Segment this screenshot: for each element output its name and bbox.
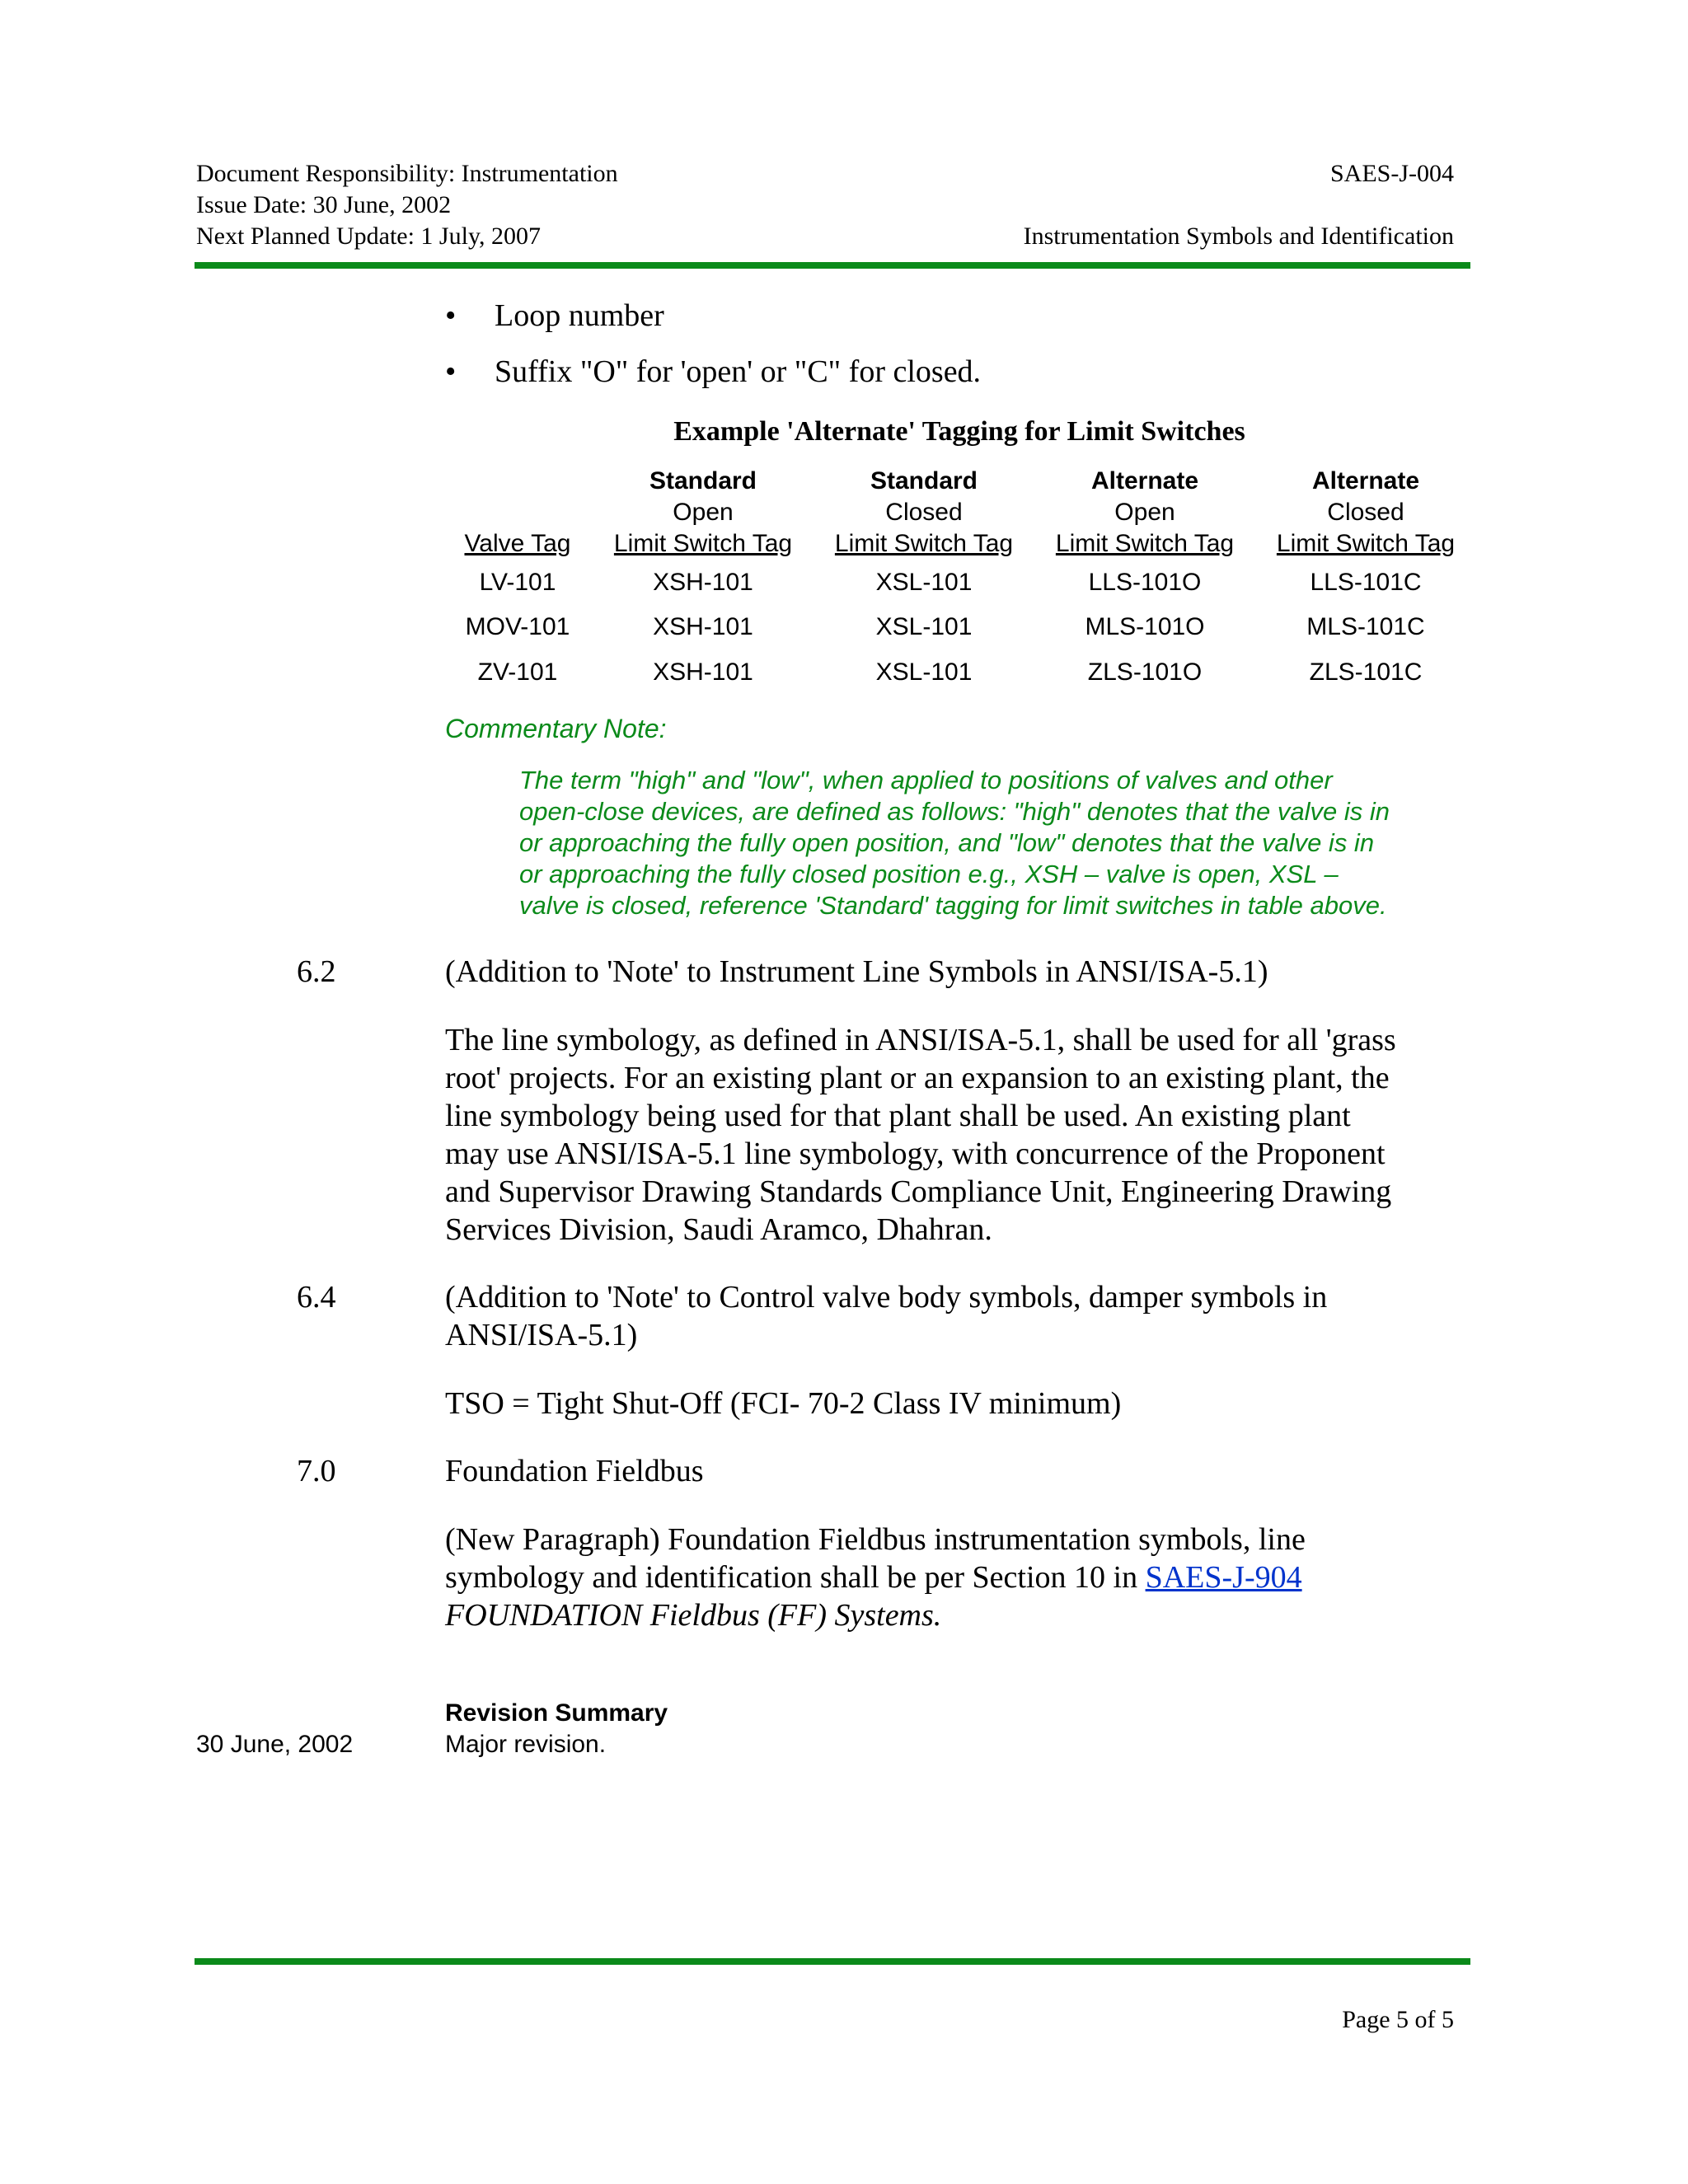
bullet-icon: •	[445, 354, 457, 389]
saes-j-904-link[interactable]: SAES-J-904	[1145, 1560, 1302, 1595]
doc-number: SAES-J-004	[1329, 160, 1454, 187]
table-title: Example 'Alternate' Tagging for Limit Switches	[673, 416, 1245, 447]
page-number: Page 5 of 5	[1342, 2006, 1454, 2033]
revision-summary-title: Revision Summary	[445, 1699, 668, 1727]
next-planned-update: Next Planned Update: 1 July, 2007	[196, 223, 541, 250]
table-col-alternate-open: Alternate Open Limit Switch Tag	[1055, 467, 1235, 557]
bullet-item: • Suffix "O" for 'open' or "C" for closed.	[445, 354, 982, 389]
table-col-standard-closed: Standard Closed Limit Switch Tag	[834, 467, 1014, 557]
table-row: LV-101 XSH-101 XSL-101 LLS-101O LLS-101C	[479, 569, 1422, 596]
section-number-6-4: 6.4	[297, 1280, 336, 1315]
section-body-6-4: TSO = Tight Shut-Off (FCI- 70-2 Class IV minimum)	[445, 1386, 1122, 1421]
section-body-7-0: (New Paragraph) Foundation Fieldbus instrumentation symbols, line symbology and identification shall be per Section 10 in SAES-J-904 FOUNDATION Fieldbus (FF) Systems.	[445, 1522, 1306, 1633]
commentary-label: Commentary Note:	[445, 714, 667, 743]
section-heading-6-4: (Addition to 'Note' to Control valve body symbols, damper symbols in ANSI/ISA-5.1)	[445, 1280, 1328, 1352]
revision-text: Major revision.	[445, 1731, 607, 1758]
doc-responsibility: Document Responsibility: Instrumentation	[196, 160, 618, 187]
section-heading-7-0: Foundation Fieldbus	[445, 1454, 704, 1488]
table-col-valve-tag: Valve Tag	[464, 530, 571, 557]
section-number-6-2: 6.2	[297, 954, 336, 989]
header-rule	[195, 262, 1470, 269]
bullet-icon: •	[445, 298, 457, 333]
section-number-7-0: 7.0	[297, 1454, 336, 1488]
bullet-item: • Loop number	[445, 298, 664, 333]
table-col-alternate-closed: Alternate Closed Limit Switch Tag	[1276, 467, 1456, 557]
commentary-note: The term "high" and "low", when applied to positions of valves and other open-close devices, are defined as follows: "high" denotes that the valve is in or approaching the fully open position, and "low" denotes that the valve is in or approaching the fully closed position e.g., XSH – valve is open, XSL – valve is closed, reference 'Standard' tagging for limit switches in table above.	[519, 766, 1390, 920]
issue-date: Issue Date: 30 June, 2002	[196, 191, 452, 218]
footer-rule	[195, 1958, 1470, 1965]
table-row: ZV-101 XSH-101 XSL-101 ZLS-101O ZLS-101C	[477, 658, 1423, 686]
table-row: MOV-101 XSH-101 XSL-101 MLS-101O MLS-101C	[465, 613, 1425, 640]
revision-date: 30 June, 2002	[196, 1731, 354, 1758]
table-col-standard-open: Standard Open Limit Switch Tag	[613, 467, 793, 557]
doc-title: Instrumentation Symbols and Identification	[1023, 223, 1454, 250]
section-body-6-2: The line symbology, as defined in ANSI/ISA-5.1, shall be used for all 'grass root' projects. For an existing plant or an expansion to an existing plant, the line symbology being used for that plant shall be used. An existing plant may use ANSI/ISA-5.1 line symbology, with concurrence of the Proponent and Supervisor Drawing Standards Compliance Unit, Engineering Drawing Services Division, Saudi Aramco, Dhahran.	[445, 1023, 1396, 1247]
section-heading-6-2: (Addition to 'Note' to Instrument Line Symbols in ANSI/ISA-5.1)	[445, 954, 1268, 989]
